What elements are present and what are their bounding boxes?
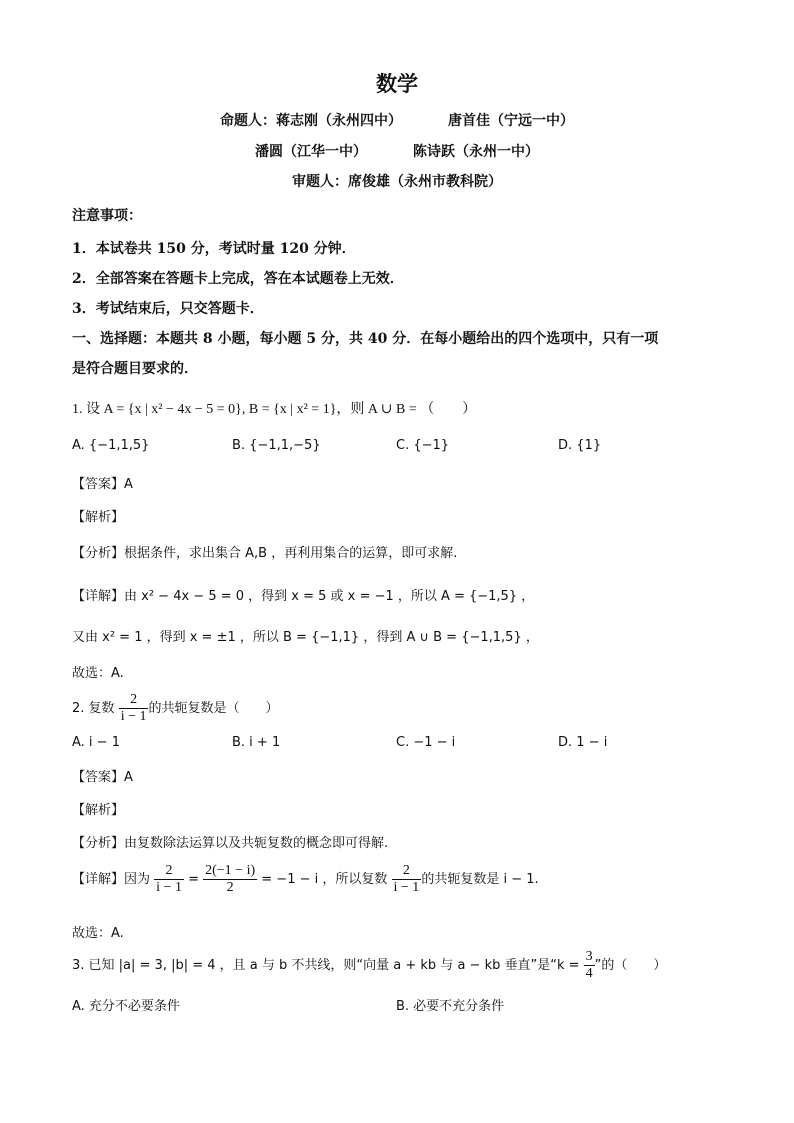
exam-title: 数学 [376,71,418,96]
q1-option-b: B. {−1,1,−5} [232,438,321,453]
notice-heading: 注意事项： [72,208,142,224]
q1-answer: 【答案】A [72,477,133,492]
q3-k-num: 3 [585,949,593,964]
author-d: 陈诗跃（永州一中） [413,144,539,160]
q1-choose: 故选：A. [72,666,124,681]
q3-option-a: A. 充分不必要条件 [72,999,180,1014]
q3-stem-suffix: ”的（ ） [594,958,667,973]
q1-fenxi: 【分析】根据条件，求出集合 A,B ，再利用集合的运算，即可求解. [72,546,458,561]
q2-detail-fraction-2 [203,863,257,896]
q1-stem: 1. 设 A = {x | x² − 4x − 5 = 0}, B = {x | x² = 1}，则 A ∪ B = （ ） [72,402,477,417]
authors-line-1 [0,110,794,130]
q2-option-c: C. −1 − i [396,735,456,750]
section-heading-line-1: 一、选择题：本题共 8 小题，每小题 5 分，共 40 分．在每小题给出的四个选项中，只有一项 [72,331,659,347]
q2-detail-f3-den: i − 1 [393,880,420,895]
section-heading-line-2: 是符合题目要求的． [72,361,198,377]
q2-detail-eq: = [183,872,204,887]
author-a: 命题人：蒋志刚（永州四中） [220,113,402,129]
q3-stem [72,948,666,984]
notice-item-1: 1．本试卷共 150 分，考试时量 120 分钟． [72,241,356,257]
q2-detail-f2-den: 2 [226,880,234,895]
q1-option-d: D. {1} [558,438,602,453]
q2-fenxi: 【分析】由复数除法运算以及共轭复数的概念即可得解. [72,836,389,851]
q3-k-den: 4 [585,966,593,981]
q2-detail-f1-den: i − 1 [156,880,182,895]
q3-k-fraction [584,949,595,982]
q2-option-d: D. 1 − i [558,735,608,750]
q3-option-b: B. 必要不充分条件 [396,999,505,1014]
q2-detail-fraction-3 [392,863,422,896]
q2-detail-f1-num: 2 [154,863,184,880]
q2-stem-suffix: 的共轭复数是（ ） [148,701,279,716]
q1-analysis-label: 【解析】 [72,510,125,525]
notice-item-3: 3．考试结束后，只交答题卡． [72,301,264,317]
q2-option-a: A. i − 1 [72,735,120,750]
q2-stem [72,692,279,726]
q2-analysis-label: 【解析】 [72,803,125,818]
q2-fraction [119,692,149,725]
q2-detail-prefix: 【详解】因为 [72,872,151,887]
q2-detail-fraction-1 [154,863,184,896]
q2-fraction-den: i − 1 [120,709,147,724]
q1-detail-1: 【详解】由 x² − 4x − 5 = 0 ，得到 x = 5 或 x = −1 ，所以 A = {−1,5} ， [72,589,535,604]
q2-detail-mid: = −1 − i ，所以复数 [257,872,388,887]
q2-choose: 故选：A. [72,926,124,941]
q2-detail [72,862,539,898]
reviewer-line: 审题人：席俊雄（永州市教科院） [292,174,502,190]
notice-item-2: 2．全部答案在答题卡上完成，答在本试题卷上无效． [72,271,404,287]
q1-option-c: C. {−1} [396,438,450,453]
authors-line-2 [0,141,794,161]
q2-detail-f2-num: 2(−1 − i) [205,863,256,878]
q2-answer: 【答案】A [72,770,133,785]
q2-stem-prefix: 2. 复数 [72,701,115,716]
q2-detail-f3-num: 2 [392,863,422,880]
q1-option-a: A. {−1,1,5} [72,438,150,453]
author-c: 潘圆（江华一中） [255,144,367,160]
q1-detail-2: 又由 x² = 1 ，得到 x = ±1 ，所以 B = {−1,1} ，得到 A ∪ B = {−1,1,5} ， [72,630,539,645]
q2-fraction-num: 2 [119,692,149,709]
q3-stem-prefix: 3. 已知 |a| = 3, |b| = 4 ，且 a 与 b 不共线，则“向量 a + kb 与 a − kb 垂直”是“k = [72,958,584,973]
q2-option-b: B. i + 1 [232,735,281,750]
q2-detail-suffix: 的共轭复数是 i − 1. [421,872,539,887]
author-b: 唐首佳（宁远一中） [448,113,574,129]
